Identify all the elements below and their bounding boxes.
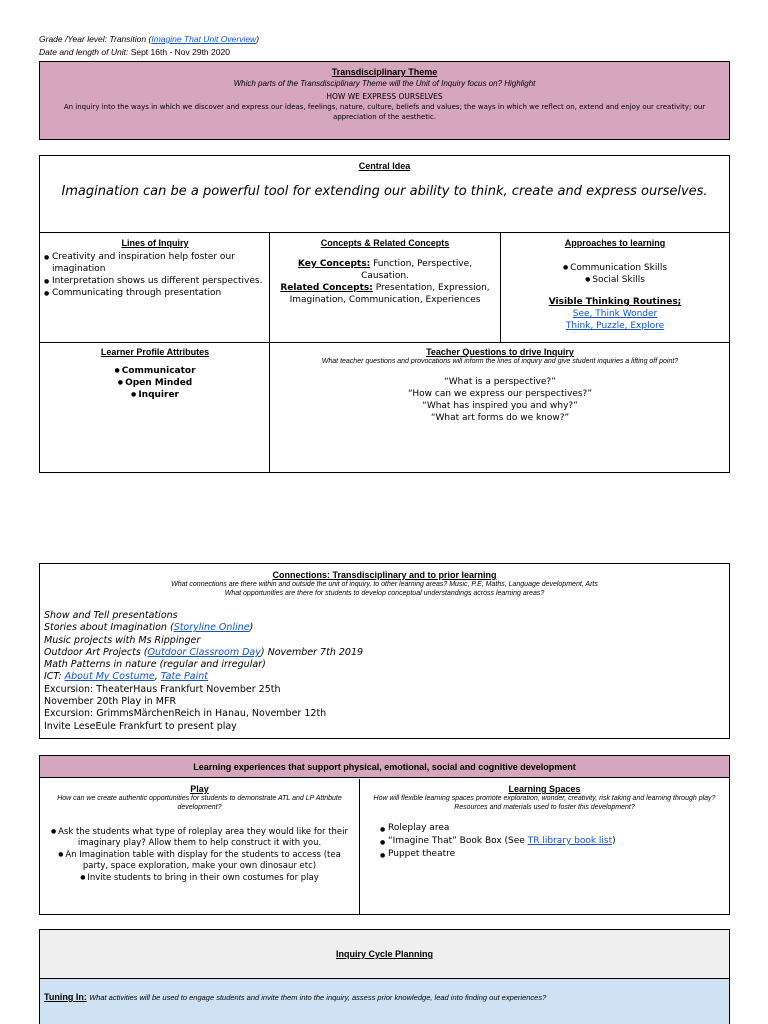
- about-my-costume-link[interactable]: About My Costume: [64, 671, 155, 683]
- list-item: ● Puppet theatre: [380, 848, 729, 861]
- list-item: ● Communicating through presentation: [44, 287, 266, 299]
- item-text: Stories about Imagination (: [44, 622, 174, 634]
- list-item: ● An Imagination table with display for the students to access (tea party, space exploration, make your own dinosaur etc): [50, 849, 349, 872]
- learning-spaces-list: [360, 822, 729, 861]
- inquiry-cycle-title: Inquiry Cycle Planning: [40, 930, 729, 979]
- concepts-title: Concepts & Related Concepts: [320, 238, 450, 248]
- teacher-questions-title: Teacher Questions to drive Inquiry: [426, 347, 574, 357]
- learning-spaces-subtitle-2: Resources and materials used to foster this development?: [454, 804, 635, 811]
- outdoor-classroom-day-link[interactable]: Outdoor Classroom Day: [147, 646, 261, 658]
- question-item: “How can we express our perspectives?”: [408, 389, 592, 399]
- learner-profile-title: Learner Profile Attributes: [100, 347, 210, 357]
- unit-overview-link[interactable]: Imagine That Unit Overview: [151, 34, 257, 44]
- see-think-wonder-link[interactable]: See, Think Wonder: [572, 309, 658, 319]
- item-text: ,: [154, 671, 161, 683]
- learning-spaces-subtitle-1: How will flexible learning spaces promote exploration, wonder, creativity, risk taking and learning through play?: [373, 795, 716, 802]
- tuning-in-label: Tuning In:: [44, 992, 87, 1002]
- routine-link-1: [504, 308, 726, 320]
- key-concepts-label: Key Concepts:: [297, 259, 371, 269]
- concepts-cell: [274, 238, 496, 306]
- learner-profile-cell: [44, 347, 266, 401]
- item-text: ) November 7th 2019: [260, 646, 364, 658]
- list-item: ● Inquirer: [44, 389, 266, 401]
- central-idea-text: Imagination can be a powerful tool for extending our ability to think, create and express ourselves.: [61, 184, 708, 199]
- list-item: Show and Tell presentations: [44, 610, 178, 621]
- theme-box: [39, 61, 730, 140]
- key-concepts-value: Function, Perspective, Causation.: [361, 259, 473, 281]
- teacher-questions-list: [274, 376, 726, 424]
- learner-profile-list: [44, 365, 266, 401]
- list-item: ● Communication Skills: [504, 262, 726, 274]
- list-item: [44, 622, 729, 634]
- tuning-in-row: [40, 979, 729, 1024]
- list-item: [44, 647, 729, 659]
- tate-paint-link[interactable]: Tate Paint: [160, 671, 208, 683]
- approaches-cell: [504, 238, 726, 332]
- column-divider: [500, 233, 501, 342]
- connections-title: Connections: Transdisciplinary and to prior learning: [272, 570, 497, 580]
- list-item: Invite LeseEule Frankfurt to present play: [44, 720, 237, 732]
- theme-name: HOW WE EXPRESS OURSELVES: [326, 92, 443, 101]
- learning-experiences-title: Learning experiences that support physical, emotional, social and cognitive development: [40, 756, 729, 778]
- grade-label: Grade /Year level:: [39, 34, 108, 44]
- play-list: [40, 826, 359, 884]
- item-text: Outdoor Art Projects (: [44, 646, 148, 658]
- list-item: Music projects with Ms Rippinger: [44, 634, 201, 646]
- list-item: ● Roleplay area: [380, 822, 729, 835]
- row-divider: [40, 342, 729, 343]
- think-puzzle-explore-link[interactable]: Think, Puzzle, Explore: [565, 321, 665, 331]
- connections-subtitle-1: What connections are there within and outside the unit of inquiry, to other learning areas? Music, P.E, Maths, Language development, Arts: [171, 581, 598, 588]
- approaches-title: Approaches to learning: [564, 238, 666, 248]
- grade-value: Transition: [109, 34, 147, 44]
- list-item: Excursion: TheaterHaus Frankfurt November 25th: [44, 683, 281, 695]
- grade-line: Grade /Year level: Transition (Imagine That Unit Overview): [39, 34, 260, 44]
- item-text: ): [612, 836, 616, 846]
- theme-question: Which parts of the Transdisciplinary Theme will the Unit of Inquiry focus on? Highlight: [233, 79, 536, 88]
- unit-header: [39, 33, 259, 59]
- approaches-list: [504, 262, 726, 286]
- list-item: November 20th Play in MFR: [44, 696, 177, 708]
- learning-spaces-column: [360, 779, 729, 915]
- list-item: ● Communicator: [44, 365, 266, 377]
- teacher-questions-cell: [274, 347, 726, 424]
- item-text: ): [249, 622, 254, 634]
- item-text: “Imagine That” Book Box (See: [388, 836, 528, 846]
- theme-title: Transdisciplinary Theme: [331, 67, 438, 77]
- date-value: Sept 16th - Nov 29th 2020: [130, 47, 230, 57]
- play-column: [40, 779, 359, 915]
- learning-spaces-title: Learning Spaces: [508, 784, 581, 794]
- date-label: Date and length of Unit:: [39, 47, 129, 57]
- date-line: [39, 46, 259, 59]
- central-idea-section: [40, 156, 729, 233]
- connections-list: [40, 610, 729, 733]
- routine-link-2: [504, 320, 726, 332]
- central-idea-title: Central Idea: [358, 161, 411, 171]
- related-concepts-label: Related Concepts:: [280, 283, 373, 293]
- learning-experiences-box: [39, 755, 730, 915]
- key-concepts: [274, 258, 496, 282]
- inquiry-cycle-box: [39, 929, 730, 1024]
- list-item: ● Creativity and inspiration help foster our imagination: [44, 251, 266, 275]
- lines-of-inquiry-title: Lines of Inquiry: [121, 238, 189, 248]
- question-item: “What art forms do we know?”: [430, 413, 570, 423]
- column-divider: [269, 233, 270, 472]
- planning-table: [39, 155, 730, 473]
- play-title: Play: [190, 784, 209, 794]
- lines-of-inquiry-cell: [44, 238, 266, 299]
- list-item: ● Ask the students what type of roleplay area they would like for their imaginary play? Allow them to help construct it with you.: [50, 826, 349, 849]
- list-item: Excursion: GrimmsMärchenReich in Hanau, November 12th: [44, 708, 327, 720]
- list-item: [44, 671, 729, 683]
- related-concepts: [274, 282, 496, 306]
- tr-library-book-list-link[interactable]: TR library book list: [527, 836, 613, 846]
- tuning-in-text: What activities will be used to engage students and invite them into the inquiry, assess prior knowledge, lead into finding out experiences?: [89, 993, 547, 1002]
- list-item: [380, 835, 729, 848]
- related-concepts-value: Presentation, Expression, Imagination, Communication, Experiences: [289, 283, 490, 305]
- question-item: “What has inspired you and why?”: [422, 401, 578, 411]
- list-item: ● Invite students to bring in their own costumes for play: [50, 872, 349, 884]
- list-item: ● Open Minded: [44, 377, 266, 389]
- list-item: ● Interpretation shows us different perspectives.: [44, 275, 266, 287]
- connections-box: [39, 563, 730, 739]
- list-item: Math Patterns in nature (regular and irregular): [44, 659, 266, 671]
- thinking-routines-title: Visible Thinking Routines;: [548, 297, 682, 307]
- play-subtitle: How can we create authentic opportunities for students to demonstrate ATL and LP Attribute development?: [57, 795, 342, 811]
- connections-subtitle-2: What opportunities are there for students to develop conceptual understandings across learning areas?: [224, 590, 545, 597]
- theme-description: An inquiry into the ways in which we discover and express our ideas, feelings, nature, culture, beliefs and values; the ways in which we reflect on, extend and enjoy our creativity; our appreciation of the aesthetic.: [63, 103, 706, 121]
- item-text: ICT:: [44, 671, 65, 683]
- lines-of-inquiry-list: [44, 251, 266, 299]
- teacher-questions-subtitle: What teacher questions and provocations will inform the lines of inquiry and give student inquiries a lifting off point?: [321, 358, 679, 365]
- question-item: “What is a perspective?”: [444, 377, 556, 387]
- storyline-online-link[interactable]: Storyline Online: [173, 622, 250, 634]
- list-item: ● Social Skills: [504, 274, 726, 286]
